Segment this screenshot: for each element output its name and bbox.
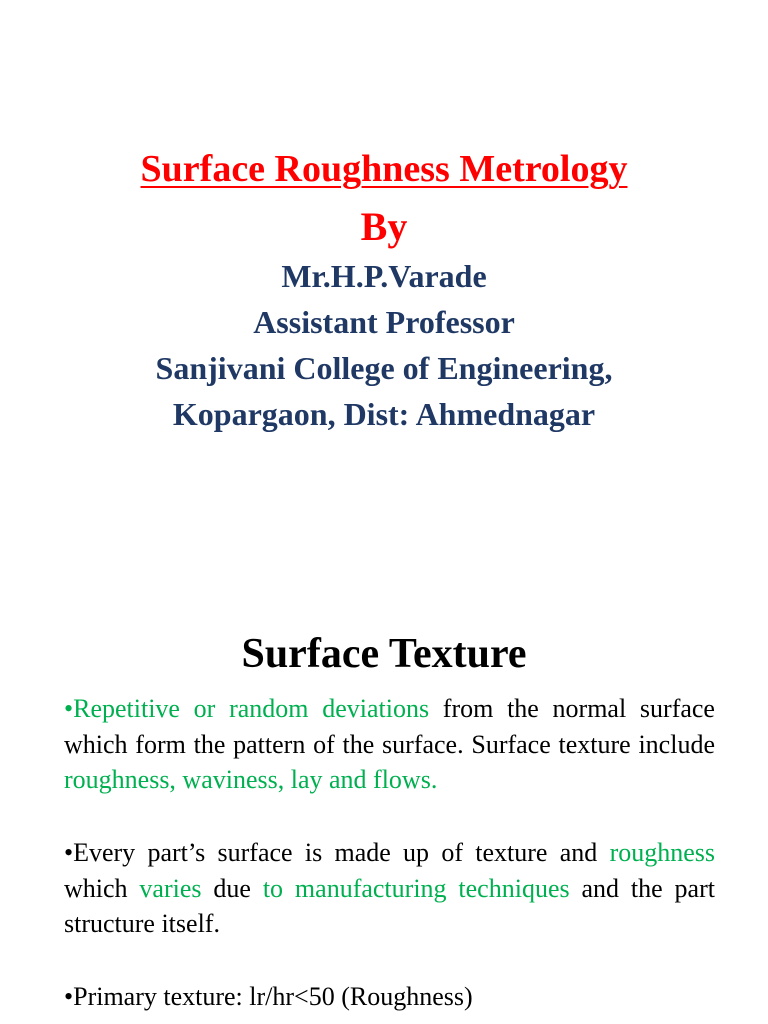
bullet2-highlight-b: roughness	[609, 838, 715, 867]
bullet-paragraph-1	[64, 691, 715, 798]
bullet1-highlight-c: roughness, waviness, lay and flows.	[64, 765, 438, 794]
bullet2-text-c: which	[64, 873, 140, 903]
author-name: Mr.H.P.Varade	[281, 258, 487, 294]
bullet-paragraph-3: •Primary texture: lr/hr<50 (Roughness)	[64, 982, 473, 1011]
author-institution: Sanjivani College of Engineering,	[155, 350, 613, 386]
bullet2-text-e: due	[201, 873, 263, 903]
surface-texture-slide	[0, 585, 768, 1024]
presentation-title: Surface Roughness Metrology	[140, 148, 628, 190]
by-label: By	[360, 204, 408, 249]
bullet2-text-g: and the part structure itself.	[64, 873, 715, 938]
bullet1-text-b: from the normal surface which form the pattern of the surface. Surface texture include	[64, 694, 715, 759]
bullet2-highlight-f: to manufacturing techniques	[262, 873, 570, 903]
bullet-paragraph-2	[64, 835, 715, 942]
bullet2-highlight-d: varies	[139, 873, 202, 903]
section-title: Surface Texture	[241, 631, 527, 677]
bullet1-highlight-a: •Repetitive or random deviations	[64, 694, 430, 723]
bullet2-text-a: •Every part’s surface is made up of texture and	[64, 838, 610, 867]
author-location: Kopargaon, Dist: Ahmednagar	[172, 396, 596, 432]
author-designation: Assistant Professor	[253, 304, 515, 340]
